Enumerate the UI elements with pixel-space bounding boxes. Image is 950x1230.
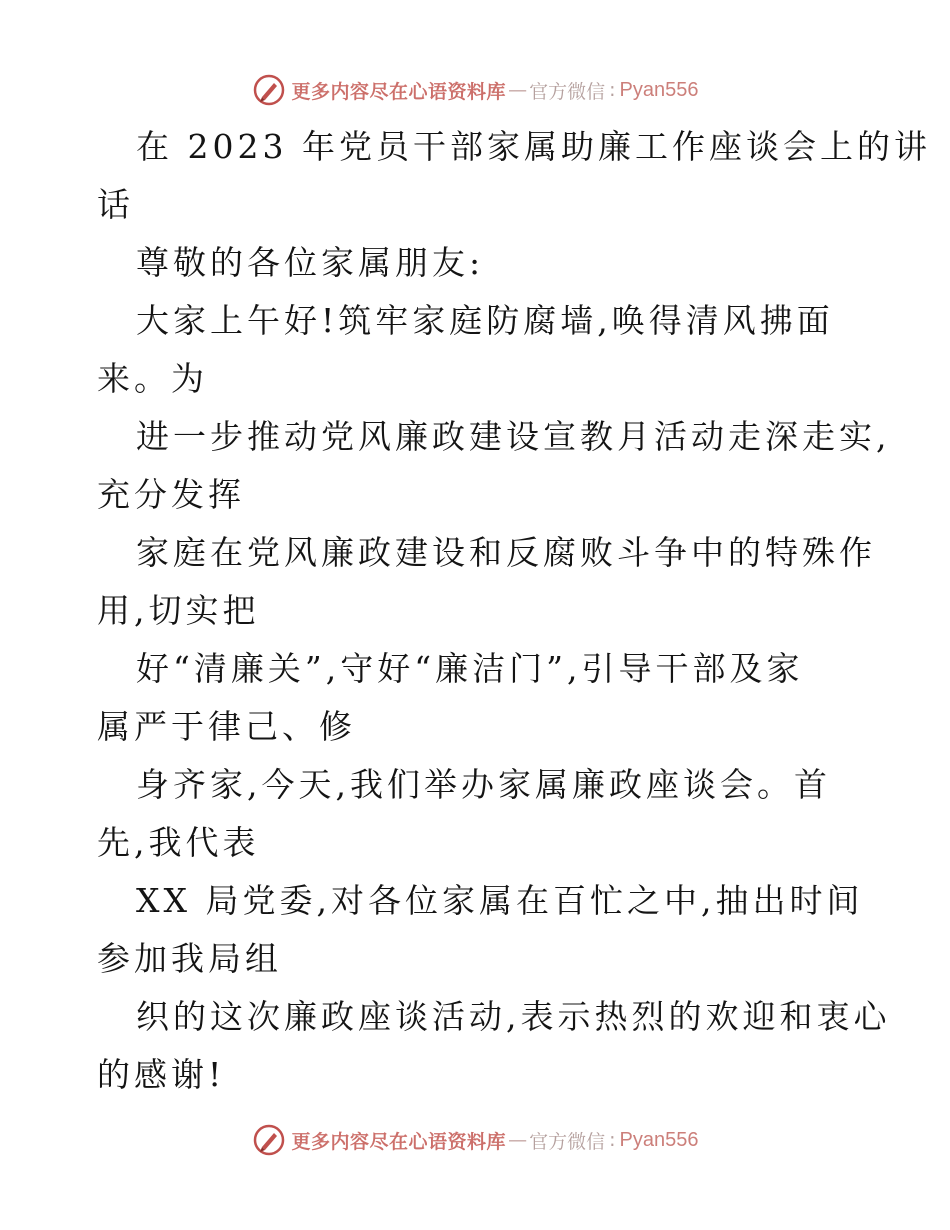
paragraph-line: 用,切实把 [97, 591, 260, 630]
header-watermark [0, 72, 950, 108]
watermark-label: 官方微信 [529, 1130, 606, 1153]
pen-logo-icon [252, 73, 286, 107]
salutation: 尊敬的各位家属朋友: [136, 243, 485, 282]
paragraph-line: XX 局党委,对各位家属在百忙之中,抽出时间 [136, 881, 864, 920]
document-body [97, 118, 931, 1104]
paragraph-line: 参加我局组 [97, 939, 282, 978]
title-line-2: 话 [97, 185, 134, 224]
watermark-brand: 更多内容尽在心语资料库 [291, 80, 507, 103]
paragraph-line: 充分发挥 [97, 475, 245, 514]
paragraph-line: 进一步推动党风廉政建设宣教月活动走深走实, [136, 417, 891, 456]
footer-watermark [0, 1122, 950, 1158]
watermark-dash: — [508, 79, 528, 101]
pen-logo-icon [252, 1123, 286, 1157]
watermark-wechat-id: Pyan556 [619, 78, 699, 101]
paragraph-line: 的感谢! [97, 1055, 226, 1094]
watermark-wechat-id: Pyan556 [619, 1128, 699, 1151]
watermark-brand: 更多内容尽在心语资料库 [291, 1130, 507, 1153]
paragraph-line: 家庭在党风廉政建设和反腐败斗争中的特殊作 [136, 533, 876, 572]
watermark-separator: : [609, 79, 616, 101]
paragraph-line: 先,我代表 [97, 823, 260, 862]
paragraph-line: 属严于律己、修 [97, 707, 356, 746]
paragraph-line: 织的这次廉政座谈活动,表示热烈的欢迎和衷心 [136, 997, 891, 1036]
watermark-dash: — [508, 1129, 528, 1151]
paragraph-line: 大家上午好!筑牢家庭防腐墙,唤得清风拂面 [136, 301, 834, 340]
watermark-separator: : [609, 1129, 616, 1151]
title-line-1: 在 2023 年党员干部家属助廉工作座谈会上的讲 [136, 127, 931, 166]
paragraph-line: 来。为 [97, 359, 208, 398]
paragraph-line: 身齐家,今天,我们举办家属廉政座谈会。首 [136, 765, 831, 804]
paragraph-line: 好“清廉关”,守好“廉洁门”,引导干部及家 [136, 649, 804, 688]
watermark-label: 官方微信 [529, 80, 606, 103]
